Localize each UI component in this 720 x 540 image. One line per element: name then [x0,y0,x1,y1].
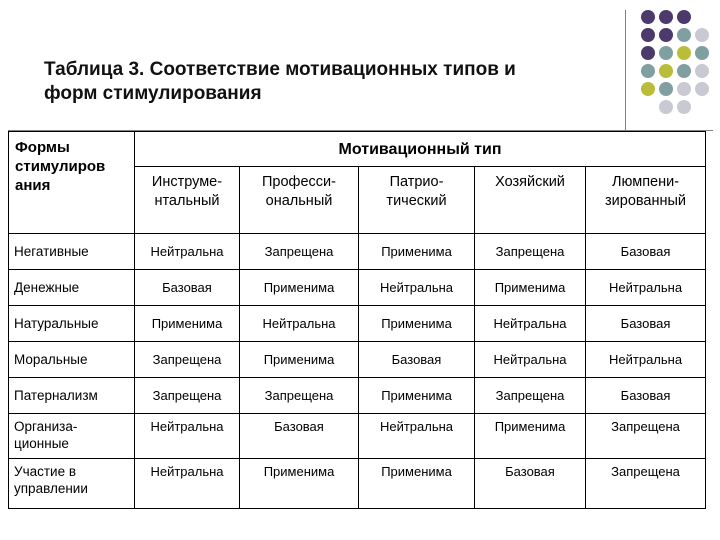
table-cell: Нейтральна [135,234,240,270]
table-row [9,270,706,306]
decor-dot [641,82,655,96]
table-cell: Нейтральна [240,306,359,342]
table-cell: Применима [475,270,586,306]
table-cell: Базовая [586,378,706,414]
table-cell: Базовая [135,270,240,306]
decorative-dot-grid [640,10,712,120]
table-cell: Базовая [359,342,475,378]
table-cell: Базовая [475,459,586,509]
table-row [9,378,706,414]
decor-dot [695,64,709,78]
decor-dot [677,10,691,24]
table-row [9,234,706,270]
row-header [9,378,135,414]
table-cell: Запрещена [475,378,586,414]
slide-title-line: форм стимулирования [44,83,262,104]
table-cell: Нейтральна [135,459,240,509]
type-header [586,167,706,234]
row-header [9,342,135,378]
decor-dot [677,28,691,42]
table-cell: Запрещена [135,342,240,378]
table-cell: Нейтральна [586,270,706,306]
table-cell: Применима [359,306,475,342]
slide-title [44,58,604,106]
row-header-line: Патернализм [14,388,98,403]
decor-dot [677,82,691,96]
decor-dot [659,10,673,24]
decor-vertical-rule [625,10,626,132]
row-header-line: Негативные [14,244,89,259]
table-cell: Применима [359,459,475,509]
type-header [475,167,586,234]
table-cell: Применима [135,306,240,342]
row-header-line: Участие в [14,464,77,479]
corner-header-line: стимулиров [15,158,106,175]
decor-dot [659,82,673,96]
table-cell: Нейтральна [475,306,586,342]
table-cell: Применима [475,414,586,459]
decor-dot [641,46,655,60]
table-row [9,306,706,342]
table-cell: Применима [240,459,359,509]
table-cell: Базовая [586,234,706,270]
decor-dot [659,28,673,42]
decor-dot [677,64,691,78]
table-cell: Применима [359,378,475,414]
table-row [9,414,706,459]
row-header-line: управлении [14,481,88,496]
table-cell: Запрещена [586,414,706,459]
corner-header-line: ания [15,177,51,194]
row-header-line: Натуральные [14,316,99,331]
table-cell: Применима [359,234,475,270]
main-type-header: Мотивационный тип [135,132,706,167]
decor-dot [641,10,655,24]
table-cell: Нейтральна [359,270,475,306]
decor-dot [659,100,673,114]
decor-dot [659,64,673,78]
decor-dot [677,100,691,114]
row-header [9,459,135,509]
type-header [359,167,475,234]
table-cell: Запрещена [240,378,359,414]
table-cell: Применима [240,270,359,306]
decor-dot [695,28,709,42]
type-header-line: Люмпени- [612,174,680,190]
decor-dot [695,82,709,96]
row-header-line: Организа- [14,419,78,434]
table-cell: Применима [240,342,359,378]
decor-dot [695,46,709,60]
decor-dot [677,46,691,60]
type-header-line: нтальный [154,193,220,209]
slide-title-line: Таблица 3. Соответствие мотивационных типов и [44,59,516,80]
type-header-line: Хозяйский [495,174,565,190]
decor-dot [641,64,655,78]
table-cell: Нейтральна [135,414,240,459]
corner-header [9,132,135,234]
row-header-line: Денежные [14,280,80,295]
row-header [9,234,135,270]
row-header [9,270,135,306]
motivation-table [8,131,706,509]
type-header-line: ональный [265,193,333,209]
type-header-line: Професси- [262,174,336,190]
table-cell: Нейтральна [359,414,475,459]
row-header-line: ционные [14,436,69,451]
table-cell: Запрещена [586,459,706,509]
table-cell: Запрещена [135,378,240,414]
corner-header-line: Формы [15,139,70,156]
table-cell: Нейтральна [475,342,586,378]
decor-dot [641,28,655,42]
row-header [9,414,135,459]
type-header-line: тический [386,193,447,209]
table-row [9,342,706,378]
table-cell: Запрещена [475,234,586,270]
table-row [9,459,706,509]
type-header [135,167,240,234]
table-cell: Базовая [240,414,359,459]
type-header-line: зированный [605,193,687,209]
type-header-line: Патрио- [389,174,444,190]
table-cell: Базовая [586,306,706,342]
table-cell: Запрещена [240,234,359,270]
type-header [240,167,359,234]
table-cell: Нейтральна [586,342,706,378]
row-header [9,306,135,342]
type-header-line: Инструме- [151,174,223,190]
decor-dot [659,46,673,60]
row-header-line: Моральные [14,352,88,367]
